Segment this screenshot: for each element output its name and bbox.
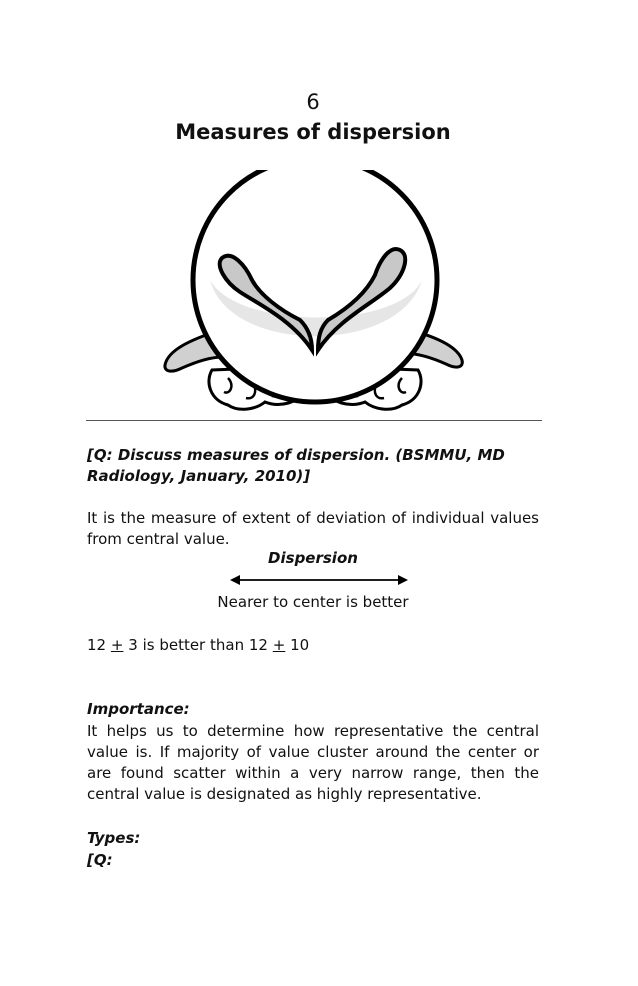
importance-heading: Importance: [87,700,190,718]
types-question-start: [Q: [87,851,113,869]
question-reference: [Q: Discuss measures of dispersion. (BSMMU, MD Radiology, January, 2010)] [87,446,505,485]
dispersion-caption: Nearer to center is better [217,593,409,611]
dispersion-example [87,635,309,656]
example-a-dev: 3 [128,636,138,654]
definition-paragraph: It is the measure of extent of deviation of individual values from central value. [87,509,539,548]
dispersion-label: Dispersion [268,549,358,567]
example-a-sign: + [110,636,124,654]
chapter-title: Measures of dispersion [175,120,451,144]
horizontal-rule [86,420,542,421]
importance-paragraph: It helps us to determine how representative the central value is. If majority of value cluster around the center or are found scatter within a very narrow range, then the central value is designated as highly representative. [87,722,539,803]
example-a-value: 12 [87,636,107,654]
crystal-ball-with-hands-icon [160,170,470,420]
example-b-value: 12 [248,636,268,654]
double-arrow-icon [230,573,408,587]
types-heading: Types: [87,829,141,847]
example-middle: is better than [142,636,245,654]
example-b-sign: + [272,636,286,654]
example-b-dev: 10 [290,636,310,654]
chapter-number: 6 [306,90,320,114]
